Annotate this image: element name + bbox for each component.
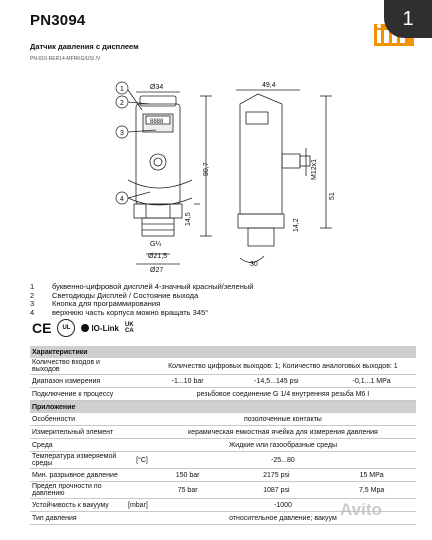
io-link-mark: IO-Link [81, 324, 119, 333]
table-row: Особенности позолоченные контакты [30, 413, 416, 426]
io-link-icon [81, 324, 89, 332]
watermark: Avito [340, 500, 382, 519]
ul-mark: UL [57, 319, 75, 337]
legend-item: 1 буквенно-цифровой дисплей 4-значный красный/зеленый [30, 282, 254, 291]
table-row: Тип давления относительное давление; вакуум [30, 512, 416, 525]
table-row: Измерительный элемент керамическая емкостная ячейка для измерения давления [30, 426, 416, 439]
product-subtitle: Датчик давления с дисплеем [30, 42, 139, 51]
callout-3: 3 [120, 130, 124, 137]
table-row: Подключение к процессу резьбовое соединение G 1/4 внутренняя резьба M6 I [30, 388, 416, 401]
product-title: PN3094 [30, 12, 86, 29]
article-code: PN-010-RER14-MFRKG/US/ /V [30, 56, 101, 62]
legend-item: 2 Светодиоды Дисплей / Состояние выхода [30, 290, 199, 300]
dim-30: 30 [250, 261, 258, 268]
dim-49-4: 49,4 [262, 82, 276, 89]
spec-table [30, 346, 416, 525]
table-row: Температура измеряемой среды [°C] -25...80 [30, 452, 416, 469]
dim-14-2: 14,2 [293, 218, 300, 232]
table-row: Устойчивость к вакууму [mbar] -1000 [30, 499, 416, 512]
section-header: Характеристики [30, 346, 416, 358]
dim-g14: G¼ [150, 241, 162, 248]
dim-51: 51 [329, 192, 336, 200]
section-header: Приложение [30, 401, 416, 414]
display-digits: 8888 [150, 119, 164, 125]
ce-mark: CE [32, 320, 52, 336]
dim-90-7: 90,7 [203, 162, 210, 176]
callout-4: 4 [120, 196, 124, 203]
dim-21-5: Ø21,5 [148, 253, 168, 260]
certification-marks [32, 318, 134, 338]
table-row: Количество входов и выходов Количество цифровых выходов: 1; Количество аналоговых выходов: 1 [30, 358, 416, 375]
dim-34: Ø34 [150, 84, 164, 91]
dim-m12: M12x1 [311, 158, 318, 180]
legend [30, 283, 253, 317]
ukca-mark: UK CA [125, 322, 134, 334]
legend-item: 3 Кнопка для программирования [30, 299, 161, 308]
table-row: Среда Жидкие или газообразные среды [30, 439, 416, 452]
table-row: Мин. разрывное давление 150 bar 2175 psi 15 MPa [30, 469, 416, 482]
dim-14-5: 14,5 [185, 212, 192, 226]
dim-27: Ø27 [150, 267, 164, 274]
table-row: Диапазон измерения -1...10 bar -14,5...145 psi -0,1...1 MPa [30, 375, 416, 388]
callout-1: 1 [120, 86, 124, 93]
page-badge: 1 [384, 0, 432, 38]
table-row: Предел прочности по давлению 75 bar 1087 psi 7,5 Mpa [30, 482, 416, 499]
callout-2: 2 [120, 100, 124, 107]
legend-item: 4 верхнюю часть корпуса можно вращать 345° [30, 307, 209, 317]
